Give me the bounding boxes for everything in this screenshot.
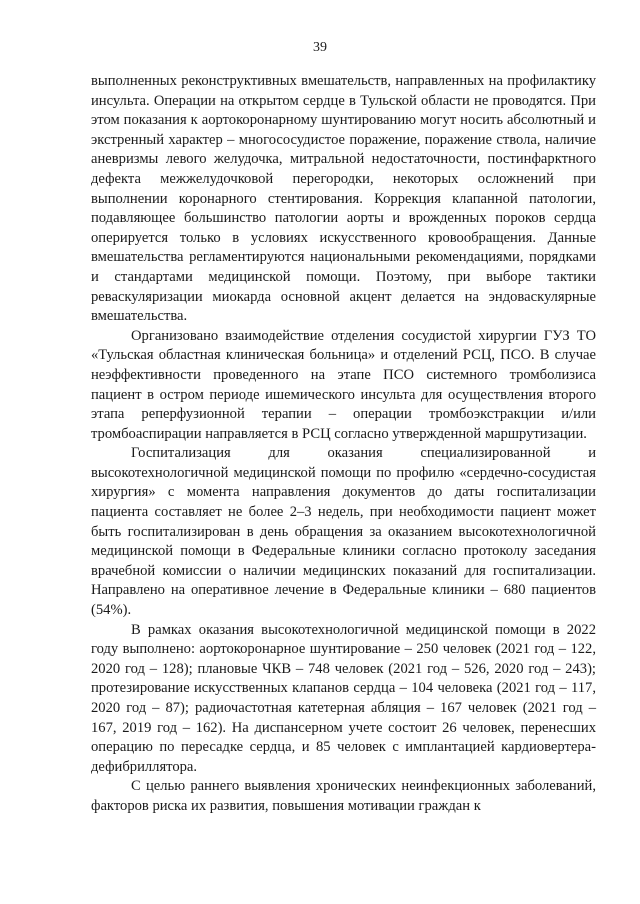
page-number: 39: [313, 40, 327, 55]
paragraph-stroke-interaction: Организовано взаимодействие отделения сосудистой хирургии ГУЗ ТО «Тульская областная клиническая больница» и отделений РСЦ, ПСО. В случае неэффективности проведенного на этапе ПСО системного тромболизиса пациент в остром периоде ишемического инсульта для осуществления второго этапа реперфузионной терапии – операции тромбоэкстракции и/или тромбоаспирации направляется в РСЦ согласно утвержденной маршрутизации.: [91, 327, 596, 442]
paragraph-early-detection: С целью раннего выявления хронических неинфекционных заболеваний, факторов риска их развития, повышения мотивации граждан к: [91, 778, 596, 814]
paragraph-high-tech-care-stats: В рамках оказания высокотехнологичной медицинской помощи в 2022 году выполнено: аортокоронарное шунтирование – 250 человек (2021 год – 122, 2020 год – 128); плановые ЧКВ – 748 человек (2021 год – 526, 2020 год – 243); протезирование искусственных клапанов сердца – 104 человека (2021 год – 117, 2020 год – 87); радиочастотная катетерная абляция – 167 человек (2021 год – 167, 2019 год – 162). На диспансерном учете состоит 26 человек, перенесших операцию по пересадке сердца, и 85 человек с имплантацией кардиовертера-дефибриллятора.: [91, 621, 596, 775]
paragraph-surgery-overview: выполненных реконструктивных вмешательств, направленных на профилактику инсульта. Операции на открытом сердце в Тульской области не проводятся. При этом показания к аортокоронарному шунтированию могут носить абсолютный и экстренный характер – многососудистое поражение, поражение ствола, наличие аневризмы левого желудочка, митральной недостаточности, постинфарктного дефекта межжелудочковой перегородки, некоторых осложнений при выполнении коронарного стентирования. Коррекция клапанной патологии, подавляющее большинство патологии аорты и врожденных пороков сердца оперируется только в условиях искусственного кровообращения. Данные вмешательства регламентируются национальными рекомендациями, порядками и стандартами медицинской помощи. Поэтому, при выборе тактики реваскуляризации миокарда основной акцент делается на эндоваскулярные вмешательства.: [91, 73, 596, 325]
document-body: [91, 72, 596, 817]
paragraph-hospitalization: Госпитализация для оказания специализированной и высокотехнологичной медицинской помощи по профилю «сердечно-сосудистая хирургия» с момента направления документов до даты госпитализации пациента составляет не более 2–3 недель, при необходимости пациент может быть госпитализирован в день обращения за оказанием высокотехнологичной медицинской помощи в Федеральные клиники согласно протоколу заседания врачебной комиссии о наличии медицинских показаний для госпитализации. Направлено на оперативное лечение в Федеральные клиники – 680 пациентов (54%).: [91, 445, 596, 619]
